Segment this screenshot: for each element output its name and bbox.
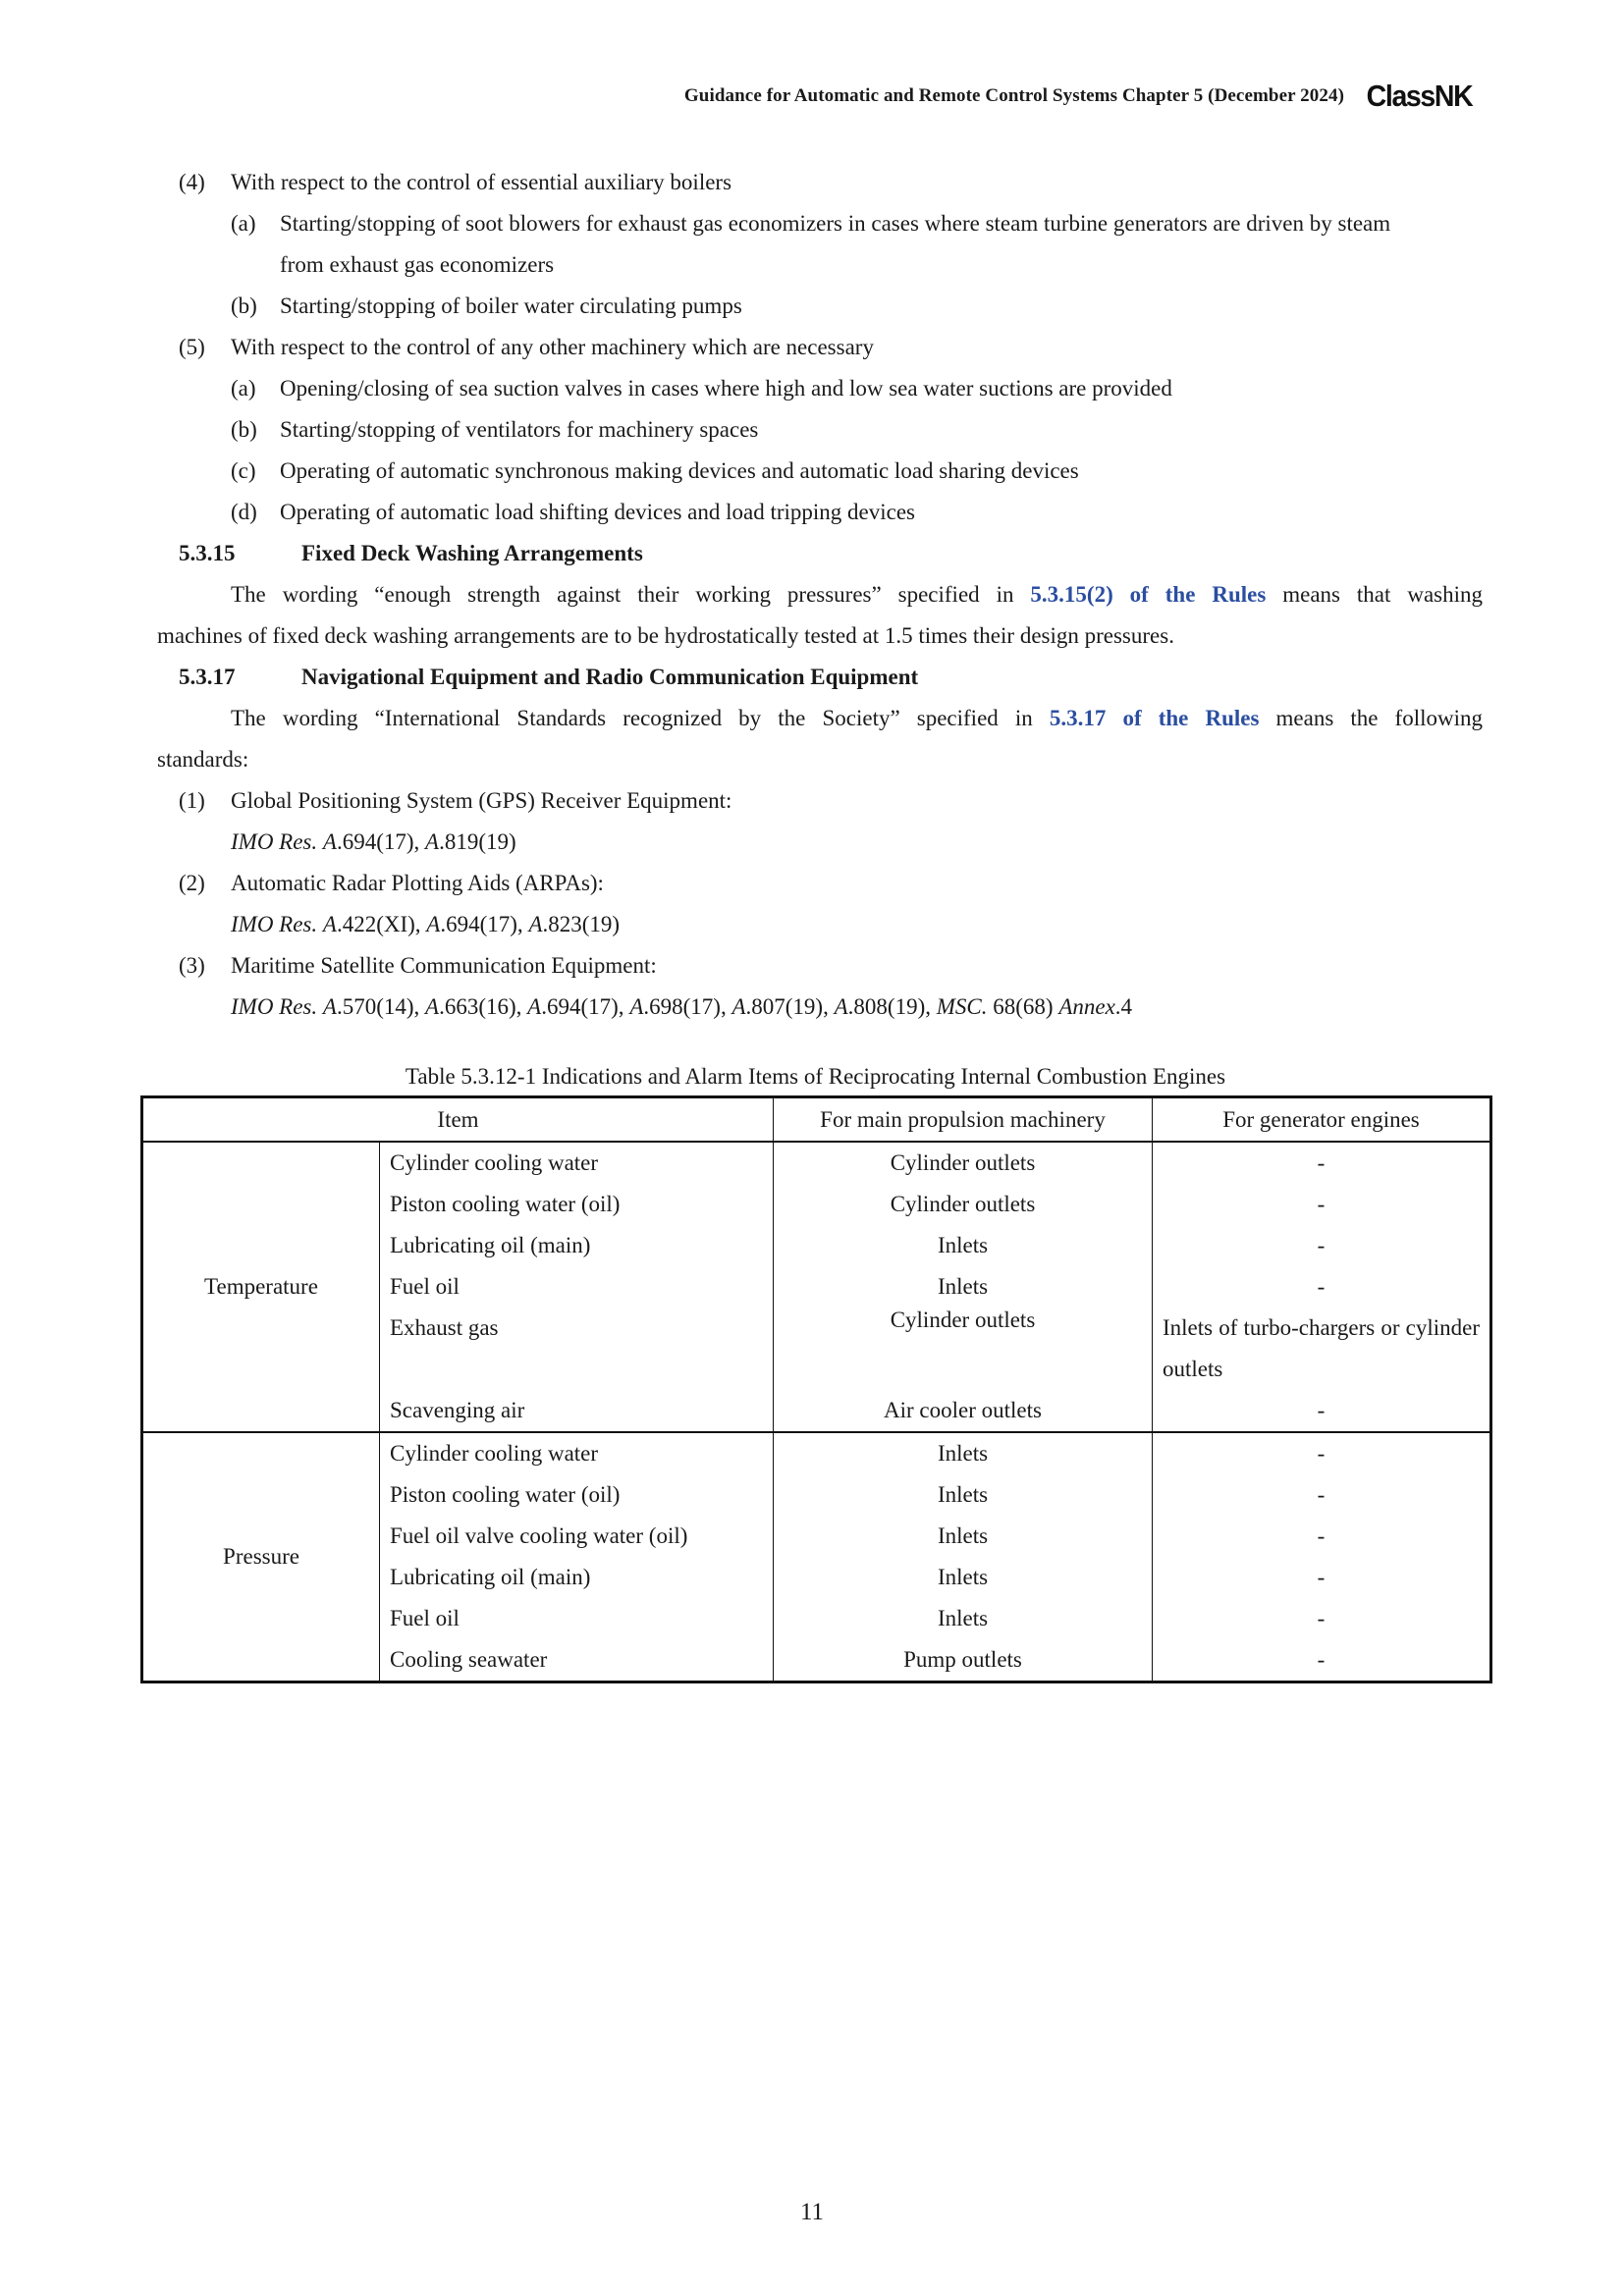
cell-main: Inlets (774, 1516, 1153, 1557)
cell-gen: - (1153, 1184, 1491, 1225)
cell-main: Inlets (774, 1557, 1153, 1598)
cell-main: Inlets (774, 1474, 1153, 1516)
paragraph-continuation: standards: (157, 747, 249, 772)
header-main-propulsion: For main propulsion machinery (774, 1097, 1153, 1143)
page-number: 11 (799, 2199, 825, 2225)
cell-item: Lubricating oil (main) (380, 1225, 774, 1266)
cell-main: Pump outlets (774, 1639, 1153, 1682)
citation: IMO Res. A.694(17), A.819(19) (231, 829, 516, 854)
list-item: (2) Automatic Radar Plotting Aids (ARPAs): (179, 871, 604, 895)
cell-main: Cylinder outlets (774, 1142, 1153, 1184)
section-heading-5-3-15: 5.3.15 Fixed Deck Washing Arrangements (179, 541, 643, 565)
cell-item: Piston cooling water (oil) (380, 1184, 774, 1225)
list-subitem: (c) Operating of automatic synchronous making devices and automatic load sharing devices (231, 458, 1079, 483)
table-caption: Table 5.3.12-1 Indications and Alarm Items of Reciprocating Internal Combustion Engines (405, 1064, 1226, 1089)
paragraph-5-3-15: The wording “enough strength against their working pressures” specified in 5.3.15(2) of the Rules means that washing (231, 582, 1483, 607)
list-subitem: (b) Starting/stopping of boiler water circulating pumps (231, 294, 742, 318)
cell-item: Fuel oil (380, 1598, 774, 1639)
table-body (142, 1142, 1491, 1682)
cell-item: Fuel oil valve cooling water (oil) (380, 1516, 774, 1557)
cell-main: Cylinder outlets (774, 1184, 1153, 1225)
paragraph-continuation: machines of fixed deck washing arrangements are to be hydrostatically tested at 1.5 times their design pressures. (157, 623, 1174, 648)
table-row (142, 1142, 1491, 1184)
paragraph-5-3-17: The wording “International Standards recognized by the Society” specified in 5.3.17 of the Rules means the following (231, 706, 1483, 730)
classnk-logo: ClassNK (1366, 79, 1473, 113)
cell-gen: - (1153, 1225, 1491, 1266)
list-subitem: (a) Starting/stopping of soot blowers for exhaust gas economizers in cases where steam turbine generators are driven by steam (231, 211, 1391, 236)
cell-main: Air cooler outlets (774, 1390, 1153, 1432)
section-heading-5-3-17: 5.3.17 Navigational Equipment and Radio Communication Equipment (179, 665, 919, 689)
list-subitem: (b) Starting/stopping of ventilators for machinery spaces (231, 417, 759, 442)
header-generator-engines: For generator engines (1153, 1097, 1491, 1143)
cell-gen: - (1153, 1639, 1491, 1682)
alarm-items-table (140, 1095, 1492, 1683)
list-subitem: (d) Operating of automatic load shifting devices and load tripping devices (231, 500, 916, 524)
list-item: (1) Global Positioning System (GPS) Receiver Equipment: (179, 788, 732, 813)
cell-item: Fuel oil (380, 1266, 774, 1308)
list-subitem-continuation: from exhaust gas economizers (280, 252, 555, 277)
page-header (684, 77, 1477, 116)
list-item: (4) With respect to the control of essential auxiliary boilers (179, 170, 732, 194)
citation: IMO Res. A.422(XI), A.694(17), A.823(19) (231, 912, 621, 936)
rules-link[interactable]: 5.3.17 of the Rules (1049, 706, 1260, 730)
cell-gen: - (1153, 1432, 1491, 1474)
cell-item: Cooling seawater (380, 1639, 774, 1682)
header-title: Guidance for Automatic and Remote Control Systems Chapter 5 (December 2024) (683, 85, 1344, 106)
cell-item: Lubricating oil (main) (380, 1557, 774, 1598)
rules-link[interactable]: 5.3.15(2) of the Rules (1030, 582, 1267, 607)
cell-gen: - (1153, 1557, 1491, 1598)
header-item: Item (142, 1097, 774, 1143)
cell-item: Cylinder cooling water (380, 1432, 774, 1474)
pressure-category-cell: Pressure (142, 1432, 380, 1682)
cell-gen: - (1153, 1266, 1491, 1308)
cell-gen: Inlets of turbo-chargers or cylinder outlets (1153, 1308, 1491, 1390)
cell-gen: - (1153, 1142, 1491, 1184)
cell-item: Piston cooling water (oil) (380, 1474, 774, 1516)
cell-gen: - (1153, 1598, 1491, 1639)
table-header-row (142, 1097, 1491, 1143)
cell-item: Exhaust gas (380, 1308, 774, 1390)
cell-main: Inlets (774, 1225, 1153, 1266)
list-item: (5) With respect to the control of any other machinery which are necessary (179, 335, 874, 359)
cell-main: Inlets (774, 1598, 1153, 1639)
cell-main: Inlets (774, 1432, 1153, 1474)
table-row (142, 1432, 1491, 1474)
list-subitem: (a) Opening/closing of sea suction valves in cases where high and low sea water suctions are provided (231, 376, 1172, 400)
cell-gen: - (1153, 1390, 1491, 1432)
cell-gen: - (1153, 1474, 1491, 1516)
list-item: (3) Maritime Satellite Communication Equipment: (179, 953, 657, 978)
temperature-category-cell: Temperature (142, 1142, 380, 1432)
cell-gen: - (1153, 1516, 1491, 1557)
citation: IMO Res. A.570(14), A.663(16), A.694(17), A.698(17), A.807(19), A.808(19), MSC. 68(68) Annex.4 (231, 994, 1133, 1019)
cell-main: Inlets (774, 1266, 1153, 1308)
cell-item: Scavenging air (380, 1390, 774, 1432)
cell-main: Cylinder outlets (774, 1308, 1153, 1390)
cell-item: Cylinder cooling water (380, 1142, 774, 1184)
main-content (157, 162, 1483, 1028)
